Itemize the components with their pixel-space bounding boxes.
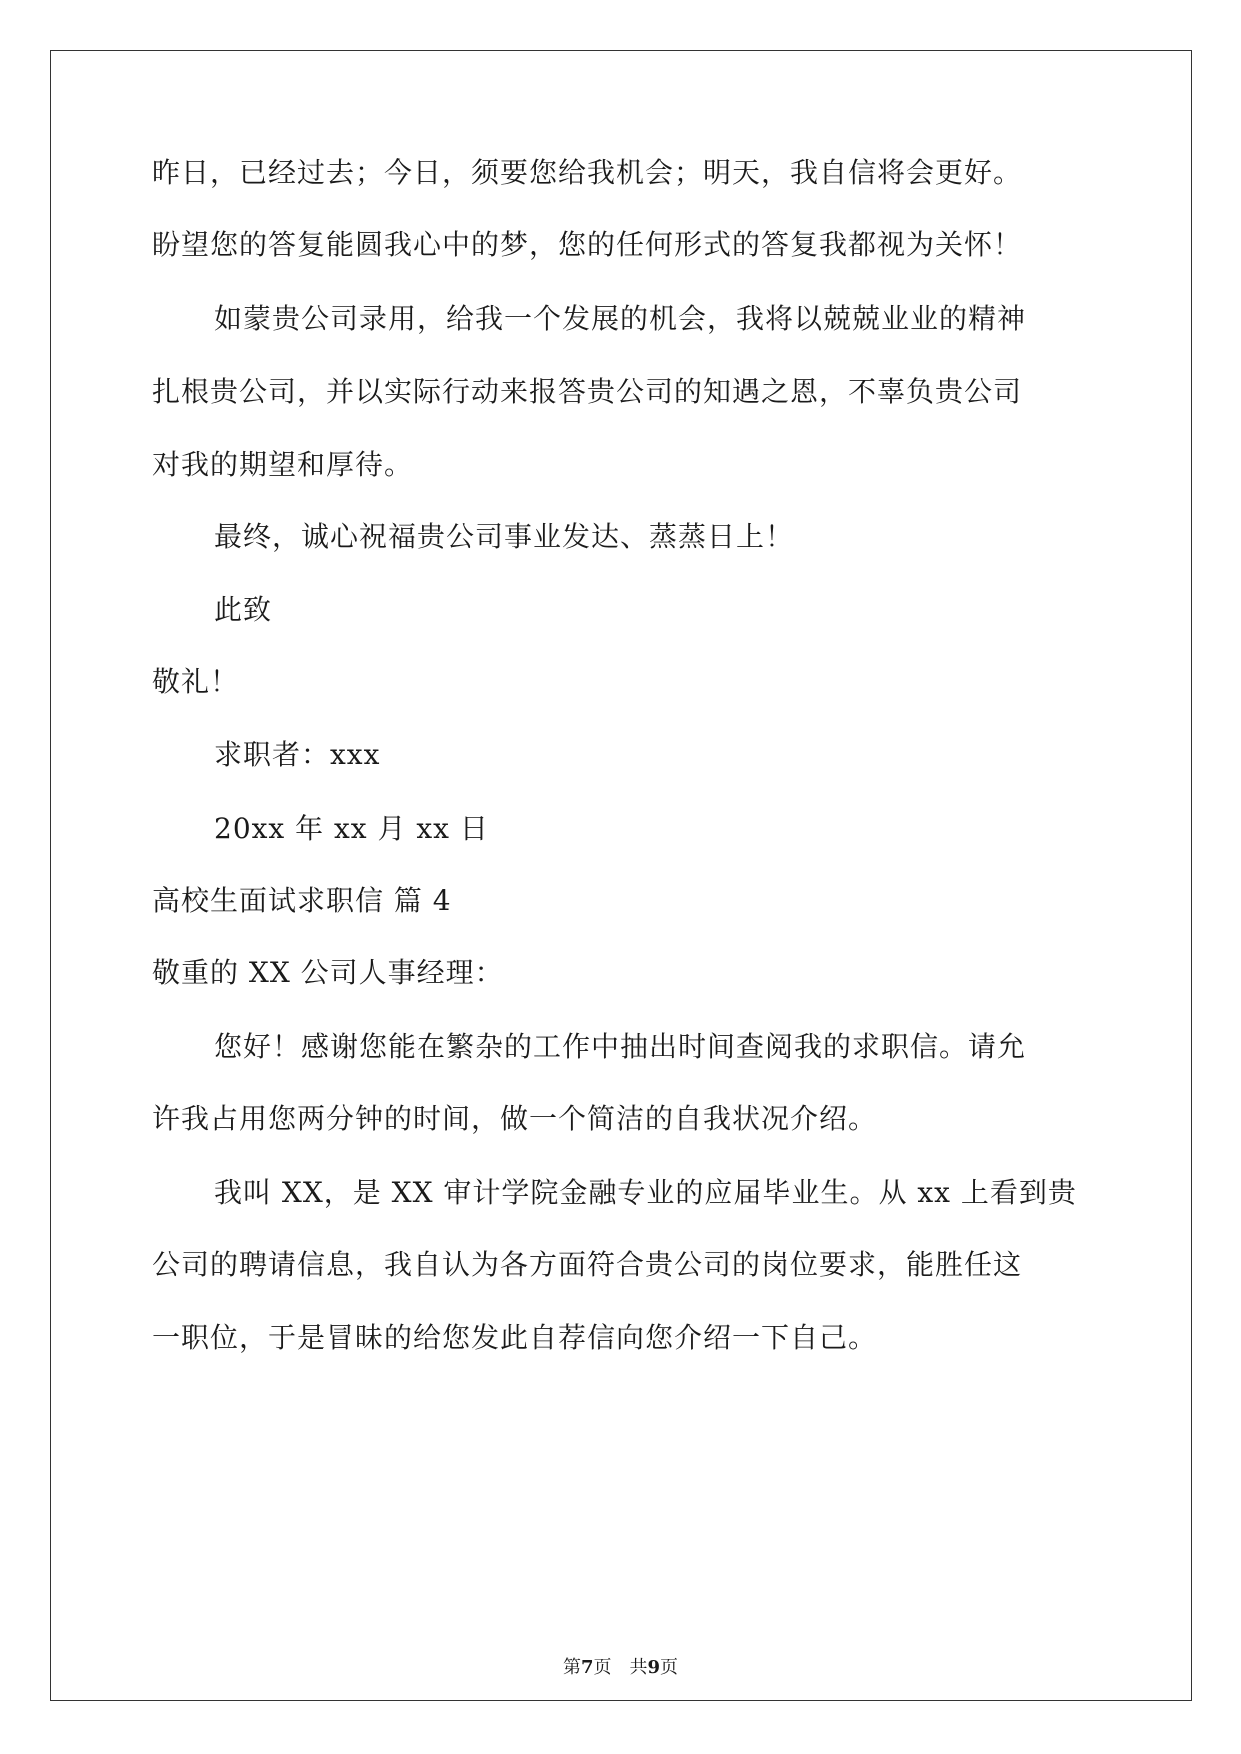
greeting-line: 敬重的 XX 公司人事经理： <box>152 956 504 989</box>
total-pages-number: 9 <box>647 1657 661 1678</box>
page-suffix: 页 <box>660 1657 679 1678</box>
page-footer <box>0 1656 1241 1680</box>
paragraph-line: 公司的聘请信息，我自认为各方面符合贵公司的岗位要求，能胜任这 <box>152 1248 1023 1281</box>
page-mid: 页 共 <box>593 1657 648 1678</box>
salutation-line: 敬礼！ <box>152 665 240 698</box>
paragraph-line: 我叫 XX，是 XX 审计学院金融专业的应届毕业生。从 xx 上看到贵 <box>214 1176 1077 1209</box>
section-heading: 高校生面试求职信 篇 4 <box>152 884 452 917</box>
current-page-number: 7 <box>580 1657 594 1678</box>
page-border <box>50 50 1192 1701</box>
paragraph-line: 您好！感谢您能在繁杂的工作中抽出时间查阅我的求职信。请允 <box>214 1030 1027 1063</box>
paragraph-line: 最终，诚心祝福贵公司事业发达、蒸蒸日上！ <box>214 520 795 553</box>
closing-line: 此致 <box>214 593 273 626</box>
paragraph-line: 许我占用您两分钟的时间，做一个简洁的自我状况介绍。 <box>152 1102 878 1135</box>
signature-line: 求职者：xxx <box>214 738 381 771</box>
date-line: 20xx 年 xx 月 xx 日 <box>214 812 489 845</box>
paragraph-line: 盼望您的答复能圆我心中的梦，您的任何形式的答复我都视为关怀！ <box>152 228 1023 261</box>
paragraph-line: 如蒙贵公司录用，给我一个发展的机会，我将以兢兢业业的精神 <box>214 302 1027 335</box>
paragraph-line: 一职位，于是冒昧的给您发此自荐信向您介绍一下自己。 <box>152 1321 878 1354</box>
page-prefix: 第 <box>562 1657 581 1678</box>
paragraph-line: 扎根贵公司，并以实际行动来报答贵公司的知遇之恩，不辜负贵公司 <box>152 375 1023 408</box>
paragraph-line: 昨日，已经过去；今日，须要您给我机会；明天，我自信将会更好。 <box>152 156 1023 189</box>
paragraph-line: 对我的期望和厚待。 <box>152 448 414 481</box>
